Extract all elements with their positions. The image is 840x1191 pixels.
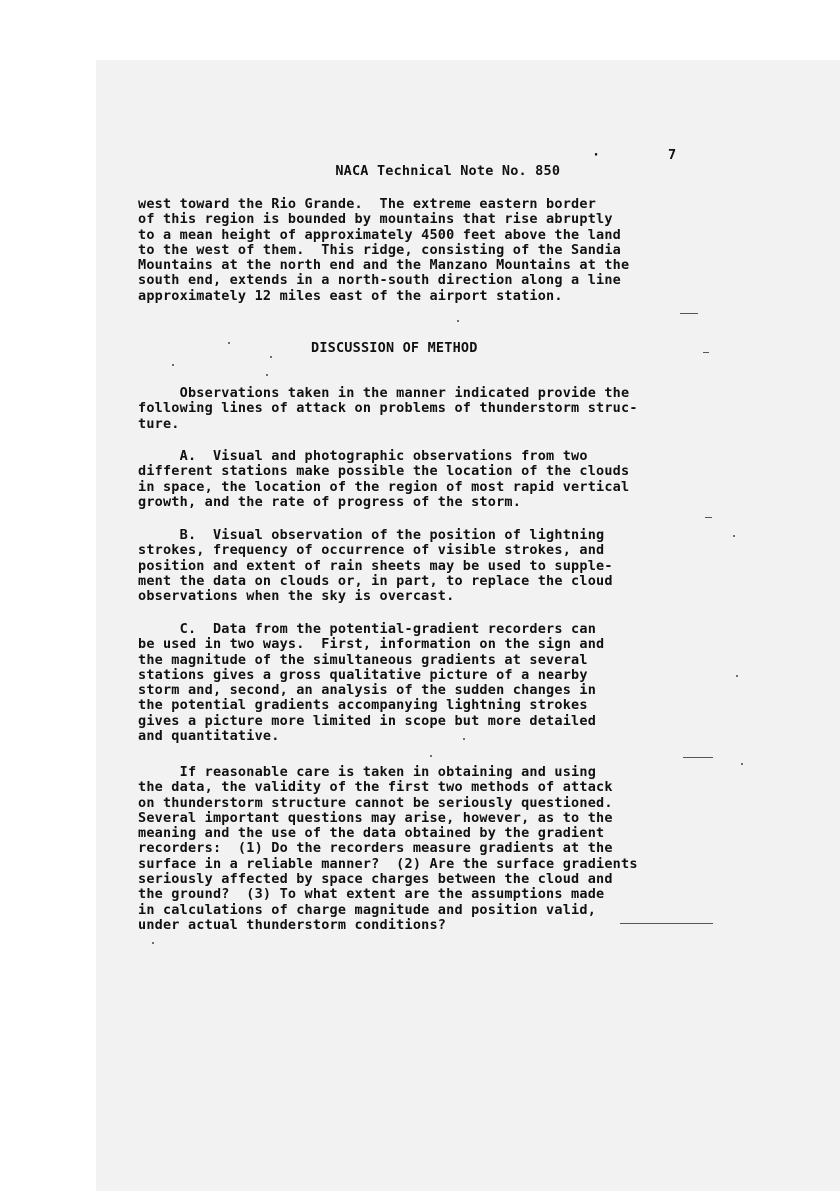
- scan-mark: [703, 352, 709, 353]
- text-line: and quantitative.: [138, 728, 280, 745]
- text-line: the magnitude of the simultaneous gradients at several: [138, 651, 588, 668]
- text-line: to the west of them. This ridge, consisting of the Sandia: [138, 241, 622, 258]
- text-line: in space, the location of the region of most rapid vertical: [138, 478, 630, 495]
- text-line: Several important questions may arise, however, as to the: [138, 809, 613, 826]
- text-line: ture.: [138, 415, 180, 432]
- intro-paragraph: [138, 197, 778, 304]
- text-line: the ground? (3) To what extent are the assumptions made: [138, 886, 605, 903]
- scan-speck: [457, 320, 459, 322]
- text-line: growth, and the rate of progress of the storm.: [138, 493, 522, 510]
- scan-speck: [733, 535, 735, 537]
- text-line: If reasonable care is taken in obtaining and using: [138, 764, 597, 780]
- scan-speck: [266, 374, 268, 376]
- text-line: in calculations of charge magnitude and position valid,: [138, 901, 597, 918]
- text-line: C. Data from the potential-gradient recorders can: [138, 621, 597, 637]
- scan-speck: [152, 942, 154, 944]
- scan-speck: [172, 364, 174, 366]
- scan-mark: [683, 757, 713, 758]
- text-line: surface in a reliable manner? (2) Are the surface gradients: [138, 855, 638, 872]
- text-line: stations gives a gross qualitative picture of a nearby: [138, 666, 588, 683]
- text-line: ment the data on clouds or, in part, to replace the cloud: [138, 572, 613, 589]
- section-heading: DISCUSSION OF METHOD: [311, 340, 478, 356]
- text-line: observations when the sky is overcast.: [138, 588, 455, 605]
- scan-mark: [620, 923, 713, 924]
- text-line: meaning and the use of the data obtained by the gradient: [138, 825, 605, 842]
- text-line: under actual thunderstorm conditions?: [138, 916, 447, 933]
- scan-mark: [705, 517, 712, 518]
- page-number: 7: [668, 147, 677, 163]
- header-title: NACA Technical Note No. 850: [335, 163, 561, 179]
- text-line: Observations taken in the manner indicated provide the: [138, 385, 630, 401]
- scan-speck: [270, 356, 272, 358]
- text-line: gives a picture more limited in scope but more detailed: [138, 712, 597, 729]
- text-line: to a mean height of approximately 4500 feet above the land: [138, 226, 622, 243]
- header-separator: ·: [592, 147, 601, 163]
- text-line: following lines of attack on problems of thunderstorm struc-: [138, 400, 638, 417]
- text-line: approximately 12 miles east of the airport station.: [138, 287, 563, 304]
- text-line: A. Visual and photographic observations from two: [138, 448, 588, 464]
- text-line: be used in two ways. First, information on the sign and: [138, 636, 605, 653]
- scan-speck: [741, 763, 743, 765]
- text-line: south end, extends in a north-south direction along a line: [138, 272, 622, 289]
- text-line: the data, the validity of the first two methods of attack: [138, 779, 613, 796]
- closing-paragraph: [138, 765, 778, 933]
- text-line: on thunderstorm structure cannot be seriously questioned.: [138, 794, 613, 811]
- scan-speck: [463, 738, 465, 740]
- text-line: the potential gradients accompanying lightning strokes: [138, 697, 588, 714]
- item-c-paragraph: [138, 622, 778, 744]
- text-line: Mountains at the north end and the Manzano Mountains at the: [138, 257, 630, 274]
- text-line: different stations make possible the location of the clouds: [138, 463, 630, 480]
- text-line: B. Visual observation of the position of lightning: [138, 527, 605, 543]
- text-line: west toward the Rio Grande. The extreme eastern border: [138, 196, 597, 212]
- observations-paragraph: [138, 386, 778, 432]
- scan-speck: [736, 675, 738, 677]
- text-line: strokes, frequency of occurrence of visible strokes, and: [138, 542, 605, 559]
- text-line: of this region is bounded by mountains that rise abruptly: [138, 211, 613, 228]
- scan-mark: [680, 313, 698, 314]
- text-line: recorders: (1) Do the recorders measure gradients at the: [138, 840, 613, 857]
- item-b-paragraph: [138, 528, 778, 604]
- item-a-paragraph: [138, 449, 778, 510]
- text-line: seriously affected by space charges between the cloud and: [138, 871, 613, 888]
- scan-speck: [430, 755, 432, 757]
- text-line: position and extent of rain sheets may be used to supple-: [138, 557, 613, 574]
- scan-speck: [228, 342, 230, 344]
- text-line: storm and, second, an analysis of the sudden changes in: [138, 682, 597, 699]
